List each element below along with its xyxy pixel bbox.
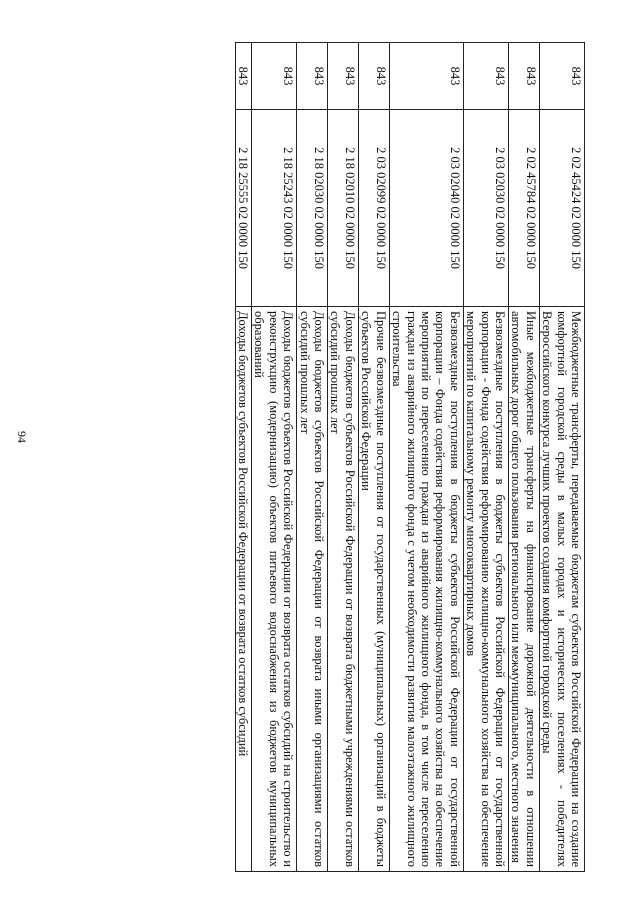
table-row [508, 43, 539, 872]
table-row [389, 43, 463, 872]
budget-classification-code-cell: 2 18 02010 02 0000 150 [328, 110, 359, 307]
budget-classification-code-cell: 2 18 25243 02 0000 150 [252, 110, 297, 307]
table-row [463, 43, 508, 872]
revenue-name-cell: Доходы бюджетов субъектов Российской Федерации от возврата бюджетными учреждениями остатков субсидий прошлых лет [328, 307, 359, 872]
admin-code-cell: 843 [358, 43, 389, 110]
revenue-name-cell: Безвозмездные поступления в бюджеты субъектов Российской Федерации от государственной корпорации - Фонда содействия реформированию жилищно-коммунального хозяйства на обеспечение мероприятий по капитальному ремонту многоквартирных домов [463, 307, 508, 872]
admin-code-cell: 843 [252, 43, 297, 110]
budget-classification-code-cell: 2 03 02030 02 0000 150 [463, 110, 508, 307]
admin-code-cell: 843 [539, 43, 584, 110]
table-row [297, 43, 328, 872]
budget-classification-code-cell: 2 03 02099 02 0000 150 [358, 110, 389, 307]
budget-classification-code-cell: 2 02 45424 02 0000 150 [539, 110, 584, 307]
admin-code-cell: 843 [508, 43, 539, 110]
budget-classification-code-cell: 2 18 02030 02 0000 150 [297, 110, 328, 307]
revenue-name-cell: Межбюджетные трансферты, передаваемые бюджетам субъектов Российской Федерации на создание комфортной городской среды в малых городах и исторических поселениях - победителях Всероссийского конкурса лучших проектов создания комфортной городской среды [539, 307, 584, 872]
table-row [328, 43, 359, 872]
budget-classification-code-cell: 2 02 45784 02 0000 150 [508, 110, 539, 307]
revenue-name-cell: Доходы бюджетов субъектов Российской Федерации от возврата остатков субсидий [235, 307, 251, 872]
admin-code-cell: 843 [463, 43, 508, 110]
admin-code-cell: 843 [328, 43, 359, 110]
admin-code-cell: 843 [297, 43, 328, 110]
revenue-name-cell: Доходы бюджетов субъектов Российской Федерации от возврата иными организациями остатков субсидий прошлых лет [297, 307, 328, 872]
rotated-table-container [62, 42, 585, 872]
table-row [235, 43, 251, 872]
admin-code-cell: 843 [389, 43, 463, 110]
table-row [539, 43, 584, 872]
revenue-name-cell: Прочие безвозмездные поступления от государственных (муниципальных) организаций в бюджеты субъектов Российской Федерации [358, 307, 389, 872]
revenue-name-cell: Доходы бюджетов субъектов Российской Федерации от возврата остатков субсидий на строительство и реконструкцию (модернизацию) объектов питьевого водоснабжения из бюджетов муниципальных образований [252, 307, 297, 872]
budget-classification-code-cell: 2 18 25555 02 0000 150 [235, 110, 251, 307]
budget-classification-code-cell: 2 03 02040 02 0000 150 [389, 110, 463, 307]
table-row [358, 43, 389, 872]
admin-code-cell: 843 [235, 43, 251, 110]
table-row [252, 43, 297, 872]
budget-revenue-table [235, 42, 585, 872]
revenue-name-cell: Безвозмездные поступления в бюджеты субъектов Российской Федерации от государственной корпорации – Фонда содействия реформирования жилищно-коммунального хозяйства на обеспечение мероприятий по переселению граждан из аварийного жилищного фонда, в том числе переселению граждан из аварийного жилищного фонда с учетом необходимости развития малоэтажного жилищного строительства [389, 307, 463, 872]
page-number: 94 [15, 431, 29, 443]
revenue-name-cell: Иные межбюджетные трансферты на финансирование дорожной деятельности в отношении автомобильных дорог общего пользования регионального или межмуниципального, местного значения [508, 307, 539, 872]
